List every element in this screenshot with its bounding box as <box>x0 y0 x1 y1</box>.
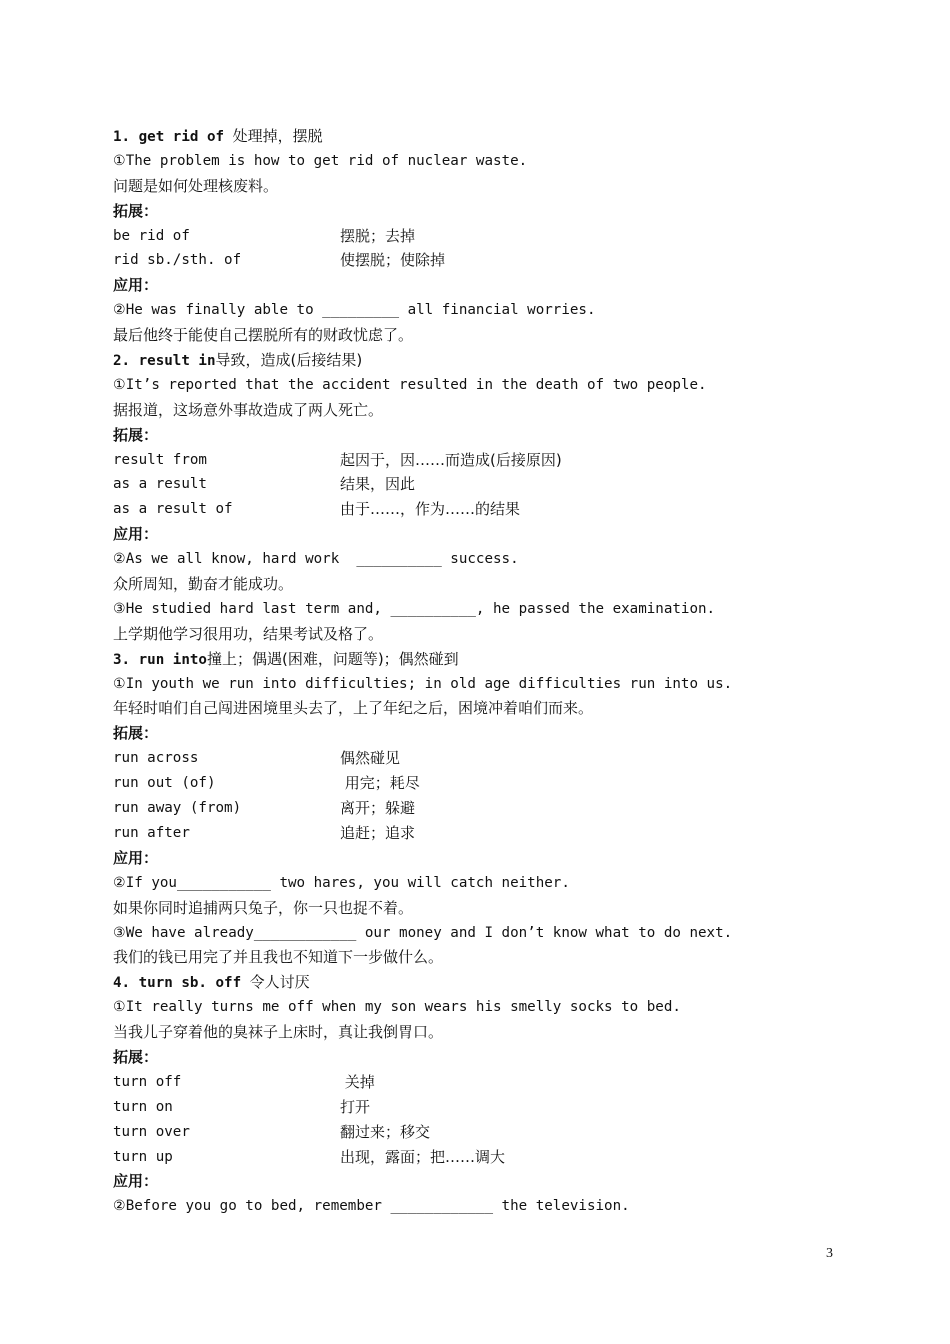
item-4-example-en: ①It really turns me off when my son wears his smelly socks to bed. <box>113 999 681 1016</box>
item-2-phrase: 2. result in <box>113 353 216 370</box>
item-2-apply-en: ③He studied hard last term and, __________, he passed the examination. <box>113 600 716 617</box>
expand-meaning: 离开；躲避 <box>340 799 416 818</box>
item-1-apply-zh: 最后他终于能使自己摆脱所有的财政忧虑了。 <box>113 326 414 345</box>
item-4-apply-en: ②Before you go to bed, remember ____________ the television. <box>113 1198 630 1215</box>
item-4-example-zh: 当我儿子穿着他的臭袜子上床时，真让我倒胃口。 <box>113 1023 444 1042</box>
item-2-meaning: 导致，造成(后接结果) <box>215 351 363 370</box>
item-2-expand-label: 拓展： <box>113 425 159 444</box>
item-3-expand-row <box>113 771 853 796</box>
expand-term: turn up <box>113 1148 173 1165</box>
item-2-heading <box>113 348 853 373</box>
item-4-apply-label: 应用： <box>113 1172 159 1191</box>
expand-term: as a result of <box>113 501 233 518</box>
item-3-meaning: 撞上；偶遇(困难，问题等)；偶然碰到 <box>206 649 459 668</box>
item-2-expand-row <box>113 472 853 497</box>
expand-meaning: 翻过来；移交 <box>340 1122 431 1141</box>
expand-meaning: 偶然碰见 <box>340 749 401 768</box>
item-3-apply-en: ③We have already____________ our money and I don’t know what to do next. <box>113 924 733 941</box>
expand-term: run across <box>113 750 199 767</box>
item-1-apply-en: ②He was finally able to _________ all financial worries. <box>113 302 596 319</box>
item-1-example-zh: 问题是如何处理核废料。 <box>113 176 279 195</box>
item-3-phrase: 3. run into <box>113 651 207 668</box>
item-3-expand-label: 拓展： <box>113 724 159 743</box>
expand-term: turn over <box>113 1123 190 1140</box>
item-4-expand-row <box>113 1070 853 1095</box>
item-4-phrase: 4. turn sb. off <box>113 975 250 992</box>
item-1-example-en: ①The problem is how to get rid of nuclear waste. <box>113 152 528 169</box>
item-3-expand-row <box>113 821 853 846</box>
item-4-expand-label: 拓展： <box>113 1047 159 1066</box>
item-3-example-en: ①In youth we run into difficulties; in old age difficulties run into us. <box>113 675 733 692</box>
item-2-apply-en: ②As we all know, hard work __________ success. <box>113 551 519 568</box>
item-1-expand-row <box>113 248 853 273</box>
item-4-expand-row <box>113 1120 853 1145</box>
item-1-meaning: 处理掉，摆脱 <box>232 127 323 145</box>
item-1-expand-row <box>113 224 853 249</box>
expand-meaning: 摆脱；去掉 <box>340 226 416 245</box>
item-3-heading <box>113 647 853 672</box>
expand-meaning: 起因于，因……而造成(后接原因) <box>340 450 562 469</box>
expand-meaning: 用完；耗尽 <box>340 774 420 793</box>
item-2-expand-row <box>113 497 853 522</box>
expand-term: result from <box>113 451 207 468</box>
item-3-expand-row <box>113 746 853 771</box>
expand-term: rid sb./sth. of <box>113 252 242 269</box>
expand-meaning: 打开 <box>340 1097 371 1116</box>
item-3-apply-label: 应用： <box>113 848 159 867</box>
item-2-expand-row <box>113 448 853 473</box>
item-3-apply-en: ②If you___________ two hares, you will catch neither. <box>113 874 570 891</box>
item-3-apply-zh: 如果你同时追捕两只兔子，你一只也捉不着。 <box>113 898 414 917</box>
expand-term: as a result <box>113 476 207 493</box>
item-3-expand-row <box>113 796 853 821</box>
expand-term: be rid of <box>113 227 190 244</box>
item-4-expand-row <box>113 1095 853 1120</box>
expand-meaning: 使摆脱；使除掉 <box>340 251 446 270</box>
expand-meaning: 关掉 <box>340 1072 375 1091</box>
item-3-apply-zh: 我们的钱已用完了并且我也不知道下一步做什么。 <box>113 948 444 967</box>
item-4-meaning: 令人讨厌 <box>249 973 310 992</box>
item-1-phrase: 1. get rid of <box>113 129 233 145</box>
item-1-expand-label: 拓展： <box>113 201 159 220</box>
item-1-heading <box>113 124 853 149</box>
item-4-expand-row <box>113 1145 853 1170</box>
expand-meaning: 出现，露面；把……调大 <box>340 1147 506 1166</box>
item-1-apply-label: 应用： <box>113 276 159 295</box>
expand-term: turn on <box>113 1098 173 1115</box>
expand-term: turn off <box>113 1073 182 1090</box>
item-2-apply-zh: 众所周知，勤奋才能成功。 <box>113 575 294 594</box>
item-2-example-zh: 据报道，这场意外事故造成了两人死亡。 <box>113 400 384 419</box>
item-2-example-en: ①It’s reported that the accident resulted in the death of two people. <box>113 376 707 393</box>
item-4-heading <box>113 970 853 995</box>
expand-term: run away (from) <box>113 800 242 817</box>
item-3-example-zh: 年轻时咱们自己闯进困境里头去了，上了年纪之后，困境冲着咱们而来。 <box>113 699 594 718</box>
page-content <box>113 124 853 1219</box>
item-2-apply-zh: 上学期他学习很用功，结果考试及格了。 <box>113 624 384 643</box>
expand-meaning: 由于……，作为……的结果 <box>340 500 521 519</box>
item-2-apply-label: 应用： <box>113 525 159 544</box>
expand-meaning: 结果，因此 <box>340 475 416 494</box>
page-number: 3 <box>826 1246 833 1261</box>
expand-term: run out (of) <box>113 775 216 792</box>
expand-meaning: 追赶；追求 <box>340 823 416 842</box>
expand-term: run after <box>113 824 190 841</box>
